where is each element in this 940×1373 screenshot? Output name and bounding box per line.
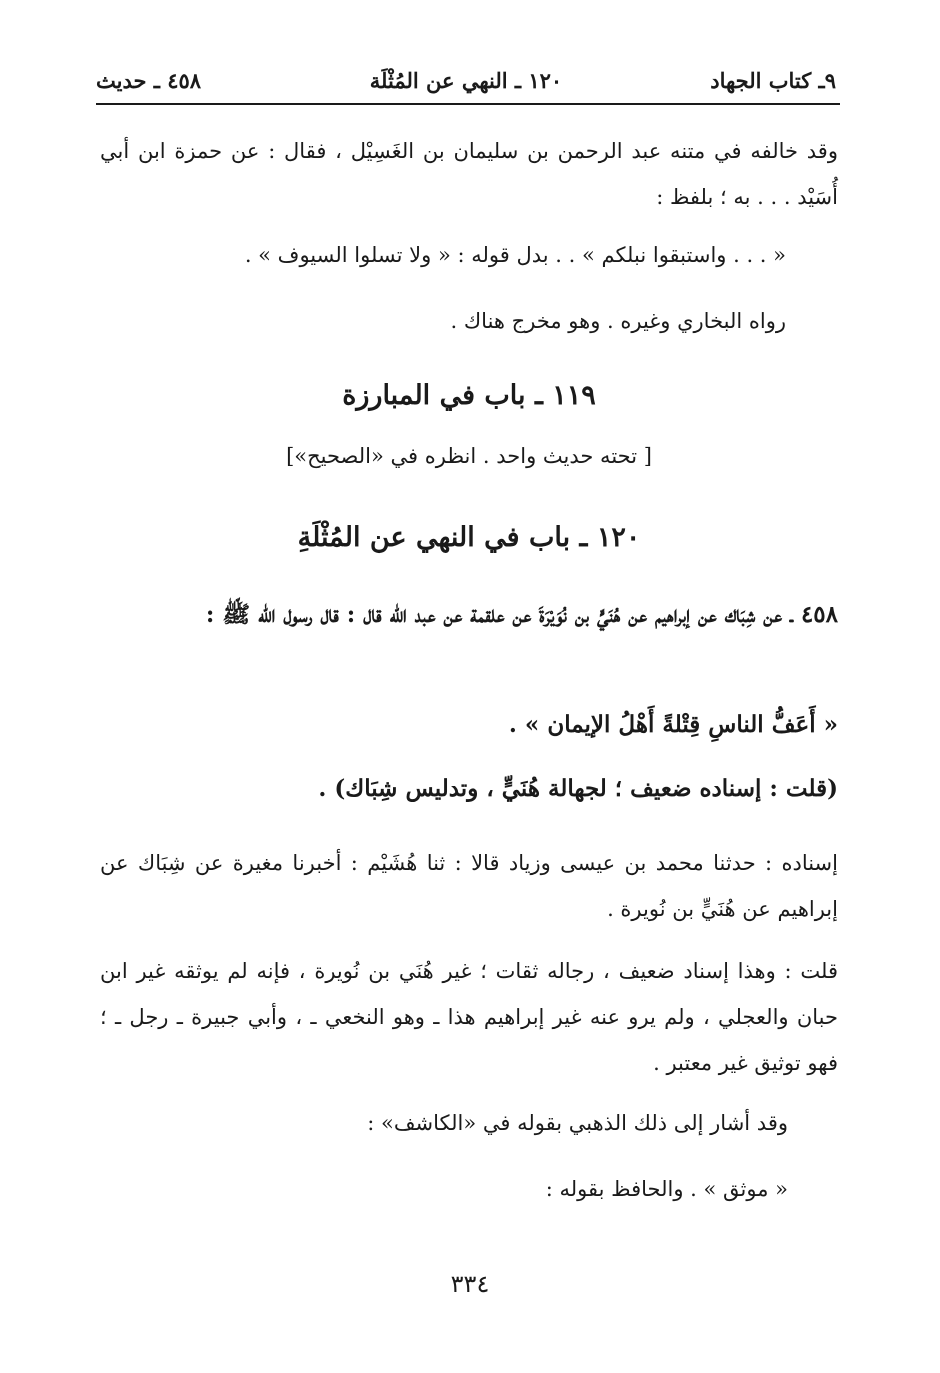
header-divider: [96, 103, 840, 105]
chapter-120-title: ١٢٠ ـ باب في النهي عن المُثْلَةِ: [297, 522, 641, 553]
paragraph-disagreement: وقد خالفه في متنه عبد الرحمن بن سليمان بن الغَسِيْل ، فقال : عن حمزة ابن أبي أُسَيْد . . . به ؛ بلفظ :: [100, 139, 838, 209]
commentary-paragraph: قلت : وهذا إسناد ضعيف ، رجاله ثقات ؛ غير هُنَي بن نُويرة ، فإنه لم يوثقه غير ابن حبان والعجلي ، ولم يرو عنه غير إبراهيم هذا ـ وهو النخعي ـ ، وأبي جبيرة ـ رجل ـ ؛ فهو توثيق غير معتبر .: [100, 959, 838, 1075]
hadith-chain: ٤٥٨ ـ عن شِبَاك عن إبراهيم عن هُنَيٍّ بن نُوَيْرَةَ عن علقمة عن عبد الله قال : قال رسول الله ﷺ :: [205, 601, 838, 628]
kashif-reference: وقد أشار إلى ذلك الذهبي بقوله في «الكاشف» :: [367, 1111, 788, 1135]
running-header: [96, 62, 836, 102]
chapter-119-note: [ تحته حديث واحد . انظره في «الصحيح»]: [286, 444, 652, 468]
page-number: ٣٣٤: [450, 1270, 490, 1298]
hadith-grading: (قلت : إسناده ضعيف ؛ لجهالة هُنَيٍّ ، وتدليس شِبَاك) .: [318, 775, 838, 802]
chapter-119-title: ١١٩ ـ باب في المبارزة: [342, 380, 596, 411]
paragraph-variant-wording: « . . . واستبقوا نبلكم » . . بدل قوله : « ولا تسلوا السيوف » .: [244, 243, 786, 267]
header-hadith-number: ٤٥٨ ـ حديث: [96, 68, 202, 93]
paragraph-bukhari-note: رواه البخاري وغيره . وهو مخرج هناك .: [450, 309, 786, 333]
header-chapter-title: ١٢٠ ـ النهي عن المُثْلَة: [369, 68, 563, 93]
isnad-paragraph: إسناده : حدثنا محمد بن عيسى وزياد قالا : ثنا هُشَيْم : أخبرنا مغيرة عن شِبَاك عن إبراهيم عن هُنَيٍّ بن نُويرة .: [100, 851, 838, 921]
header-book-title: ٩ـ كتاب الجهاد: [710, 68, 836, 93]
hadith-text: « أَعَفُّ الناسِ قِتْلةً أَهْلُ الإيمان » .: [508, 711, 838, 738]
hafiz-reference: « موثق » . والحافظ بقوله :: [545, 1177, 788, 1201]
